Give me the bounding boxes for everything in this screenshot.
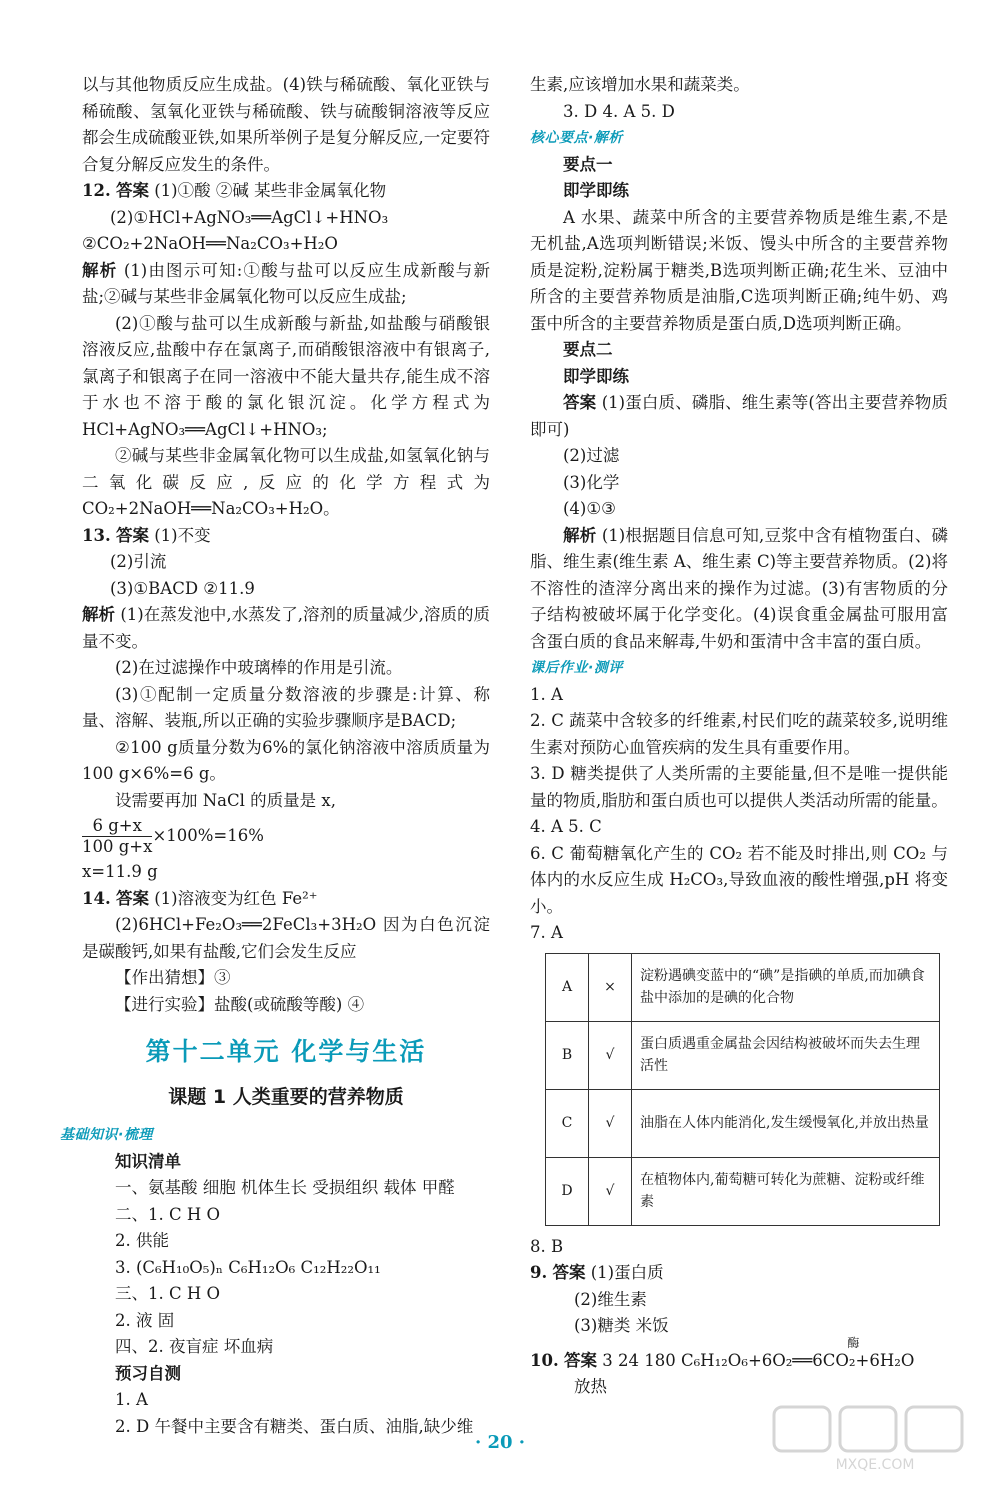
q12-analysis-1: 解析 (1)由图示可知:①酸与盐可以反应生成新酸与新盐;②碱与某些非金属氧化物可以反应生成盐; [82, 260, 490, 306]
unit-title: 第十二单元 化学与生活 [145, 1037, 427, 1066]
homework-10-answer-2: 放热 [574, 1377, 607, 1396]
q14-answer-4: 【进行实验】盐酸(或硫酸等酸) ④ [115, 994, 365, 1014]
section-basic-knowledge: 基础知识·梳理 [60, 1127, 153, 1143]
question-13-answer: 13. 答案 (1)不变 [82, 525, 211, 545]
homework-7: 7. A [530, 923, 563, 942]
point-1-text: A 水果、蔬菜中所含的主要营养物质是维生素,不是无机盐,A选项判断错误;米饭、馒头中所含的主要营养物质是淀粉,淀粉属于糖类,B选项判断正确;花生米、豆油中所含的主要营养物质是油脂,C选项判断正确;纯牛奶、鸡蛋中所含的主要营养物质是蛋白质,D选项判断正确。 [530, 207, 948, 333]
q12-analysis-2: (2)①酸与盐可以生成新酸与新盐,如盐酸与硝酸银溶液反应,盐酸中存在氯离子,而硝酸银溶液中有银离子,氯离子和银离子在同一溶液中不能大量共存,能生成不溶于水也不溶于酸的氯化银沉淀。化学方程式为 HCl+AgNO₃══AgCl↓+HNO₃; [82, 313, 490, 439]
table-row [546, 953, 940, 1021]
homework-9-answer-3: (3)糖类 米饭 [574, 1316, 669, 1335]
knowledge-item-7: 四、2. 夜盲症 坏血病 [115, 1337, 274, 1356]
explanation-cell: 在植物体内,葡萄糖可转化为蔗糖、淀粉或纤维素 [632, 1157, 940, 1225]
section-homework: 课后作业·测评 [530, 660, 623, 676]
q12-answer-3: ②CO₂+2NaOH══Na₂CO₃+H₂O [82, 234, 338, 253]
knowledge-item-2: 二、1. C H O [115, 1204, 221, 1224]
preview-item-2: 2. D 午餐中主要含有糖类、蛋白质、油脂,缺少维 [115, 1416, 474, 1436]
knowledge-item-3: 2. 供能 [115, 1231, 169, 1250]
practice-heading-1: 即学即练 [563, 181, 629, 200]
q13-analysis-1: 解析 (1)在蒸发池中,水蒸发了,溶剂的质量减少,溶质的质量不变。 [82, 605, 491, 651]
homework-8: 8. B [530, 1236, 564, 1256]
q13-answer-3: (3)①BACD ②11.9 [110, 578, 255, 598]
point-1-heading: 要点一 [563, 154, 613, 174]
knowledge-item-6: 2. 液 固 [115, 1310, 175, 1330]
page-number: · 20 · [474, 1432, 526, 1453]
continued-text: 以与其他物质反应生成盐。(4)铁与稀硫酸、氧化亚铁与稀硫酸、氢氧化亚铁与稀硫酸、铁与硫酸铜溶液等反应都会生成硫酸亚铁,如果所举例子是复分解反应,一定要符合复分解反应发生的条件。 [82, 75, 490, 174]
homework-4-5: 4. A 5. C [530, 817, 602, 836]
mark-cell: √ [589, 1157, 632, 1225]
explanation-cell: 蛋白质遇重金属盐会因结构被破坏而失去生理活性 [632, 1021, 940, 1089]
watermark-logo [770, 1403, 980, 1475]
table-row [546, 1089, 940, 1157]
mark-cell: √ [589, 1089, 632, 1157]
right-column [530, 72, 948, 1401]
option-cell: D [546, 1157, 589, 1225]
mark-cell: × [589, 953, 632, 1021]
homework-10: 10. 答案 3 24 180 C₆H₁₂O₆+6O₂ 酶 ══6CO₂+6H₂O [530, 1348, 948, 1375]
preview-test-heading: 预习自测 [115, 1363, 181, 1383]
lesson-title: 课题 1 人类重要的营养物质 [168, 1086, 404, 1108]
homework-3: 3. D 糖类提供了人类所需的主要能量,但不是唯一提供能量的物质,脂肪和蛋白质也可以提供人类活动所需的能量。 [530, 764, 948, 810]
preview-items-3-5: 3. D 4. A 5. D [563, 101, 675, 121]
section-core-points: 核心要点·解析 [530, 130, 623, 146]
q13-analysis-4: ②100 g质量分数为6%的氯化钠溶液中溶质质量为 100 g×6%=6 g。 [82, 737, 490, 783]
explanation-cell: 淀粉遇碘变蓝中的“碘”是指碘的单质,而加碘食盐中添加的是碘的化合物 [632, 953, 940, 1021]
question-14-answer: 14. 答案 (1)溶液变为红色 Fe²⁺ [82, 888, 318, 908]
homework-6: 6. C 葡萄糖氧化产生的 CO₂ 若不能及时排出,则 CO₂ 与体内的水反应生成 H₂CO₃,导致血液的酸性增强,pH 将变小。 [530, 843, 948, 916]
option-cell: C [546, 1089, 589, 1157]
q13-fraction-equation: $\frac{6 g+x}{100 g+x}$ ×100%=16% [82, 816, 264, 856]
knowledge-item-4: 3. (C₆H₁₀O₅)ₙ C₆H₁₂O₆ C₁₂H₂₂O₁₁ [115, 1257, 381, 1277]
q13-analysis-5: 设需要再加 NaCl 的质量是 x, [115, 790, 336, 810]
mark-cell: √ [589, 1021, 632, 1089]
table-row [546, 1021, 940, 1089]
homework-9: 9. 答案 (1)蛋白质 [530, 1263, 664, 1282]
homework-9-answer-2: (2)维生素 [574, 1289, 647, 1309]
left-column [60, 72, 491, 1440]
point-2-answer-1: 答案 (1)蛋白质、磷脂、维生素等(答出主要营养物质即可) [530, 393, 949, 439]
homework-2: 2. C 蔬菜中含较多的纤维素,村民们吃的蔬菜较多,说明维生素对预防心血管疾病的发生具有重要作用。 [530, 711, 948, 757]
q14-answer-2: (2)6HCl+Fe₂O₃══2FeCl₃+3H₂O 因为白色沉淀是碳酸钙,如果有盐酸,它们会发生反应 [82, 915, 490, 961]
q13-analysis-3: (3)①配制一定质量分数溶液的步骤是:计算、称量、溶解、装瓶,所以正确的实验步骤顺序是BACD; [82, 684, 490, 730]
q12-analysis-3: ②碱与某些非金属氧化物可以生成盐,如氢氧化钠与二氧化碳反应,反应的化学方程式为 CO₂+2NaOH══Na₂CO₃+H₂O。 [82, 446, 490, 518]
point-2-answer-3: (3)化学 [563, 472, 620, 492]
q13-analysis-2: (2)在过滤操作中玻璃棒的作用是引流。 [115, 658, 403, 677]
explanation-cell: 油脂在人体内能消化,发生缓慢氧化,并放出热量 [632, 1089, 940, 1157]
option-cell: A [546, 953, 589, 1021]
svg-text:MXQE.COM: MXQE.COM [835, 1457, 915, 1473]
knowledge-item-5: 三、1. C H O [115, 1284, 221, 1303]
fraction: $\frac{6 g+x}{100 g+x}$ [82, 816, 153, 856]
point-2-heading: 要点二 [563, 340, 613, 359]
preview-item-1: 1. A [115, 1390, 148, 1409]
q12-answer-2: (2)①HCl+AgNO₃══AgCl↓+HNO₃ [110, 207, 389, 227]
q13-answer-2: (2)引流 [110, 552, 167, 571]
practice-heading-2: 即学即练 [563, 366, 629, 386]
option-cell: B [546, 1021, 589, 1089]
q13-result: x=11.9 g [82, 862, 158, 881]
table-row [546, 1157, 940, 1225]
point-2-answer-2: (2)过滤 [563, 446, 620, 465]
q14-answer-3: 【作出猜想】③ [115, 968, 231, 987]
point-2-answer-4: (4)①③ [563, 499, 616, 518]
continued-text-right: 生素,应该增加水果和蔬菜类。 [530, 75, 750, 94]
point-2-analysis: 解析 (1)根据题目信息可知,豆浆中含有植物蛋白、磷脂、维生素(维生素 A、维生素 C)等主要营养物质。(2)将不溶性的渣滓分离出来的操作为过滤。(3)有害物质的分子结构被破坏属于化学变化。(4)误食重金属盐可服用富含蛋白质的食品来解毒,牛奶和蛋清中含丰富的蛋白质。 [530, 525, 948, 651]
enzyme-condition: 酶 ══6CO₂+6H₂O [792, 1335, 915, 1370]
knowledge-item-1: 一、氨基酸 细胞 机体生长 受损组织 载体 甲醛 [115, 1178, 455, 1197]
homework-1: 1. A [530, 684, 563, 704]
question-12-answer: 12. 答案 (1)①酸 ②碱 某些非金属氧化物 [82, 181, 387, 200]
knowledge-list-heading: 知识清单 [115, 1151, 181, 1171]
answer-table [545, 953, 940, 1226]
